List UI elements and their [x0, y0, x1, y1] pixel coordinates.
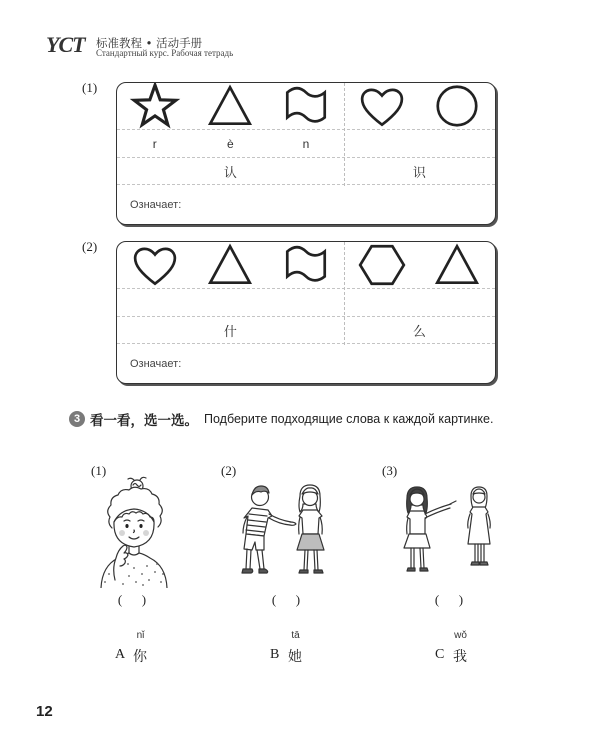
option-letter: C — [435, 647, 445, 662]
exercise-heading — [69, 409, 493, 429]
answer-field[interactable]: ( ) — [271, 592, 301, 607]
puzzle-card — [116, 241, 496, 384]
pinyin-row — [117, 289, 495, 317]
triangle-icon — [193, 83, 269, 129]
picture-label: (2) — [221, 463, 237, 478]
character-cell: 什 — [223, 324, 237, 340]
exercise-title-russian: Подберите подходящие слова к каждой картинке. — [204, 412, 494, 426]
option-character: 你 — [133, 649, 147, 665]
exercise-title-chinese: 看一看，选一选。 — [90, 413, 198, 429]
option-a — [113, 630, 153, 666]
exercise-number-badge: 3 — [69, 411, 85, 427]
option-c — [433, 630, 473, 666]
pinyin-answer-field[interactable] — [419, 130, 495, 157]
character-row — [117, 158, 495, 185]
triangle-icon — [193, 242, 269, 288]
flag-icon — [268, 83, 344, 129]
yct-logo: YCT — [46, 32, 85, 57]
pinyin-answer-field[interactable] — [193, 289, 269, 316]
book-title-chinese: 标准教程 • 活动手册 — [96, 36, 203, 50]
pinyin-row — [117, 130, 495, 158]
option-pinyin: tā — [291, 630, 300, 641]
pinyin-answer-field[interactable] — [419, 289, 495, 316]
boy-and-girl-illustration — [230, 484, 345, 584]
pinyin-answer-field[interactable] — [344, 289, 420, 316]
meaning-row — [117, 185, 495, 224]
option-letter: A — [115, 647, 126, 662]
puzzle-card — [116, 82, 496, 225]
option-pinyin: wǒ — [454, 630, 467, 641]
heart-icon — [344, 83, 420, 129]
option-pinyin: nǐ — [136, 630, 145, 641]
heart-icon — [117, 242, 193, 288]
hexagon-icon — [344, 242, 420, 288]
pinyin-cell: è — [227, 136, 234, 151]
meaning-label: Означает: — [130, 198, 182, 211]
book-title-russian: Стандартный курс. Рабочая тетрадь — [96, 48, 234, 58]
meaning-answer-field[interactable] — [181, 344, 495, 383]
meaning-label: Означает: — [130, 357, 182, 370]
picture-label: (3) — [382, 463, 398, 478]
star-icon — [117, 83, 193, 129]
option-letter: B — [270, 647, 280, 662]
triangle-icon — [419, 242, 495, 288]
shapes-row — [117, 83, 495, 130]
puzzle-label: (1) — [82, 80, 98, 95]
pinyin-cell: n — [302, 136, 310, 151]
meaning-answer-field[interactable] — [181, 185, 495, 224]
option-character: 她 — [288, 649, 302, 665]
picture-label: (1) — [91, 463, 107, 478]
pinyin-answer-field[interactable] — [344, 130, 420, 157]
page-number: 12 — [36, 703, 53, 720]
circle-icon — [419, 83, 495, 129]
character-cell: 认 — [223, 165, 237, 181]
character-cell: 么 — [412, 324, 426, 340]
column-divider — [344, 242, 345, 345]
option-b — [268, 630, 308, 666]
answer-field[interactable]: ( ) — [117, 592, 147, 607]
pinyin-answer-field[interactable] — [117, 289, 193, 316]
option-character: 我 — [453, 649, 467, 665]
girl-illustration — [99, 476, 169, 588]
character-cell: 识 — [412, 165, 426, 181]
puzzle-label: (2) — [82, 239, 98, 254]
meaning-row — [117, 344, 495, 383]
column-divider — [344, 83, 345, 186]
girl-pointing-illustration — [398, 486, 498, 581]
pinyin-answer-field[interactable] — [268, 289, 344, 316]
shapes-row — [117, 242, 495, 289]
pinyin-cell: r — [152, 136, 157, 151]
character-row — [117, 317, 495, 344]
flag-icon — [268, 242, 344, 288]
answer-field[interactable]: ( ) — [434, 592, 464, 607]
